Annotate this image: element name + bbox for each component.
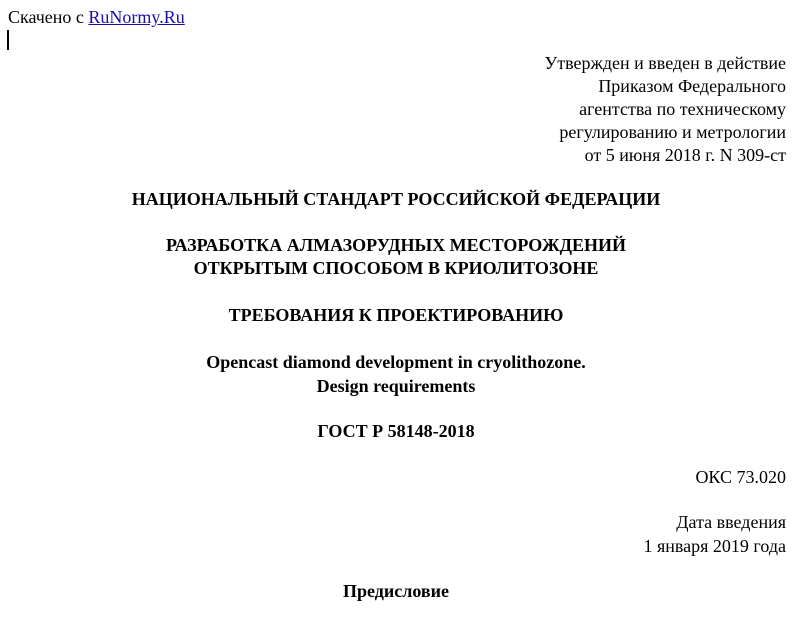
approval-line: агентства по техническому xyxy=(579,99,786,119)
gost-number: ГОСТ Р 58148-2018 xyxy=(317,421,475,441)
document-title-line2: ОТКРЫТЫМ СПОСОБОМ В КРИОЛИТОЗОНЕ xyxy=(193,258,599,278)
document-title-line1: РАЗРАБОТКА АЛМАЗОРУДНЫХ МЕСТОРОЖДЕНИЙ xyxy=(165,235,627,255)
source-link[interactable]: RuNormy.Ru xyxy=(88,7,185,27)
preface-heading: Предисловие xyxy=(343,581,449,601)
english-title-line2: Design requirements xyxy=(316,376,476,396)
approval-line: регулированию и метрологии xyxy=(559,122,786,142)
oks-code-text: ОКС 73.020 xyxy=(695,467,786,487)
english-title-line1: Opencast diamond development in cryolithozone. xyxy=(206,352,586,372)
approval-line: от 5 июня 2018 г. N 309-ст xyxy=(584,145,786,165)
introduction-date-label: Дата введения xyxy=(676,512,786,532)
introduction-date-value: 1 января 2019 года xyxy=(643,536,786,556)
approval-block xyxy=(544,52,786,167)
requirements-heading: ТРЕБОВАНИЯ К ПРОЕКТИРОВАНИЮ xyxy=(228,305,564,325)
document-title xyxy=(0,234,792,280)
approval-line: Приказом Федерального xyxy=(598,76,786,96)
national-standard-heading: НАЦИОНАЛЬНЫЙ СТАНДАРТ РОССИЙСКОЙ ФЕДЕРАЦИИ xyxy=(131,189,661,209)
introduction-date-block xyxy=(643,510,786,558)
oks-code xyxy=(695,465,786,489)
source-line xyxy=(8,6,185,28)
text-cursor xyxy=(7,30,9,50)
source-prefix: Скачено с xyxy=(8,7,89,27)
english-title xyxy=(0,350,792,398)
approval-line: Утвержден и введен в действие xyxy=(544,53,786,73)
